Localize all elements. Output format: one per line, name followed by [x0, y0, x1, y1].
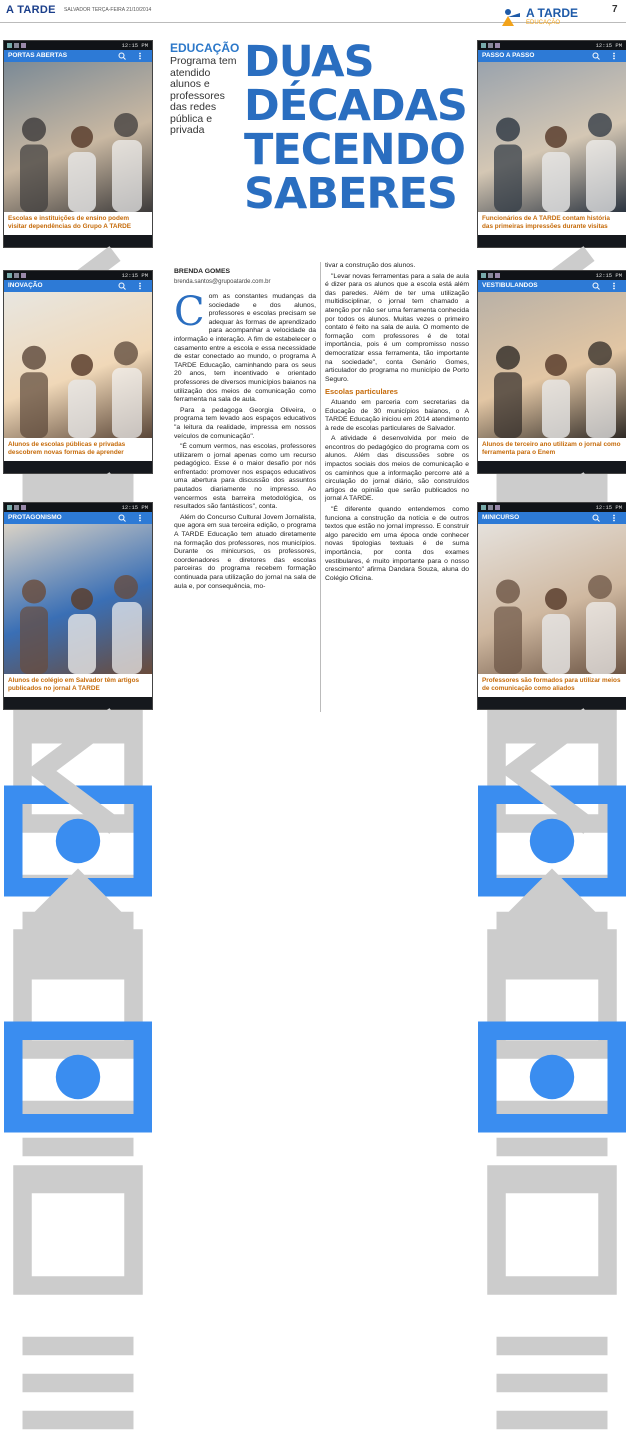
paragraph: om as constantes mudanças da sociedade e dos alunos, professores e escolas precisam se adequar às formas de aprendizado para acompanhar a velocidade da informação e interação. A fim de estabelecer o casamento entre a escola e essa necessidade de estar conectado ao mundo, o programa A TARDE Educação, caminhando para os seus 20 anos, tem incentivado e orientado professores de diversos municípios baianos na utilização dos meios de comunicação como ferramenta na sala de aula. [174, 293, 316, 404]
recent-apps-icon[interactable] [4, 1156, 152, 1304]
article-column-1 [174, 289, 316, 713]
menu-icon[interactable] [4, 1309, 152, 1440]
notification-icons [7, 505, 47, 510]
paragraph: Atuando em parceria com secretarias da Educação de 30 municípios baianos, o A TARDE Educação iniciou em 2014 atendimento à rede de escolas particulares de Salvador. [325, 398, 469, 432]
clock: 12:15 PM [595, 504, 622, 511]
menu-icon[interactable] [478, 1309, 626, 1440]
subheading: Escolas particulares [325, 387, 398, 397]
photo-people [478, 62, 626, 212]
photo-people [478, 292, 626, 438]
paragraph: Para a pedagoga Georgia Oliveira, o programa tem levado aos espaços educativos "a leitura da realidade, impressa em nossos veículos de comunicação". [174, 406, 316, 440]
paragraph: Além do Concurso Cultural Jovem Jornalista, que agora em sua terceira edição, o programa A TARDE Educação tem atuado diretamente na formação dos professores, nos municípios. Durante os minicursos, os professores, coordenadores e diretores das escolas parceiras do programa recebem formação continuada para utilização do jornal na sala de aula e, por consequência, mo- [174, 513, 316, 590]
edition-line: SALVADOR TERÇA-FEIRA 21/10/2014 [64, 7, 152, 13]
app-bar [4, 50, 152, 62]
news-photo [478, 62, 626, 212]
paragraph: tivar a construção dos alunos. [325, 262, 416, 269]
home-icon[interactable] [4, 850, 152, 998]
headline-line: DUAS [244, 37, 374, 87]
column-divider [320, 262, 321, 712]
notification-icons [7, 273, 47, 278]
status-bar [478, 271, 626, 280]
back-icon[interactable] [478, 697, 626, 845]
phone-screenshot [477, 40, 626, 248]
recent-apps-icon[interactable] [478, 1156, 626, 1304]
app-bar-title: PROTAGONISMO [8, 514, 62, 521]
clock: 12:15 PM [121, 504, 148, 511]
more-menu-icon[interactable] [610, 282, 618, 290]
more-menu-icon[interactable] [136, 282, 144, 290]
article-column-2 [325, 262, 469, 712]
back-icon[interactable] [4, 697, 152, 845]
app-bar [4, 512, 152, 524]
headline-line: TECENDO [244, 125, 465, 175]
app-bar-title: PORTAS ABERTAS [8, 52, 68, 59]
clock: 12:15 PM [595, 272, 622, 279]
notification-icons [481, 43, 521, 48]
news-photo [478, 524, 626, 674]
news-photo [4, 524, 152, 674]
phone-screenshot [3, 40, 153, 248]
search-icon[interactable] [592, 514, 600, 522]
photo-caption: Alunos de colégio em Salvador têm artigos publicados no jornal A TARDE [4, 674, 152, 697]
nav-bar [4, 697, 152, 709]
app-bar-title: MINICURSO [482, 514, 520, 521]
photo-caption: Escolas e instituições de ensino podem visitar dependências do Grupo A TARDE [4, 212, 152, 235]
phone-screenshot [3, 502, 153, 710]
search-icon[interactable] [592, 52, 600, 60]
gallery-icon[interactable] [478, 1003, 626, 1151]
status-bar [478, 41, 626, 50]
photo-caption: Alunos de terceiro ano utilizam o jornal como ferramenta para o Enem [478, 438, 626, 461]
logo-subtitle: EDUCAÇÃO [526, 20, 561, 26]
status-bar [4, 271, 152, 280]
headline [244, 37, 467, 219]
clock: 12:15 PM [121, 272, 148, 279]
nav-bar [478, 697, 626, 709]
paragraph: "É diferente quando entendemos como funciona a construção da notícia e de outros textos que estão no jornal impresso. E construir algo parecido em uma época onde conhecer novas tipologias textuais é de suma importância, por conta dos exames vestibulares, é muito importante para o nosso crescimento" afirma Dandara Souza, aluna do Colégio Oficina. [325, 506, 469, 582]
more-menu-icon[interactable] [136, 52, 144, 60]
clock: 12:15 PM [121, 42, 148, 49]
clock: 12:15 PM [595, 42, 622, 49]
more-menu-icon[interactable] [610, 514, 618, 522]
section-kicker: EDUCAÇÃO [170, 41, 240, 55]
more-menu-icon[interactable] [136, 514, 144, 522]
home-icon[interactable] [478, 850, 626, 998]
page-number: 7 [612, 4, 618, 15]
logo-title: A TARDE [526, 6, 578, 20]
status-bar [4, 41, 152, 50]
photo-caption: Alunos de escolas públicas e privadas descobrem novas formas de aprender [4, 438, 152, 461]
notification-icons [7, 43, 47, 48]
deck-text: Programa tem atendido alunos e professores das redes pública e privada [170, 55, 237, 136]
search-icon[interactable] [592, 282, 600, 290]
status-bar [4, 503, 152, 512]
photo-people [4, 292, 152, 438]
reader-figure-icon [500, 8, 522, 28]
search-icon[interactable] [118, 282, 126, 290]
atarde-educacao-logo [500, 6, 590, 32]
app-bar-title: INOVAÇÃO [8, 282, 43, 289]
app-bar-title: VESTIBULANDOS [482, 282, 538, 289]
nav-bar [4, 461, 152, 473]
search-icon[interactable] [118, 52, 126, 60]
more-menu-icon[interactable] [610, 52, 618, 60]
app-bar [478, 280, 626, 292]
photo-caption: Professores são formados para utilizar meios de comunicação como aliados [478, 674, 626, 697]
headline-line: SABERES [244, 169, 457, 219]
paragraph: "Levar novas ferramentas para a sala de aula é dizer para os alunos que a escola está além das paredes. Além de ter uma utilização multidisciplinar, o jornal tem chamado a atenção por não ser uma ferramenta conhecida por todos os alunos. Muitas vezes o primeiro contato é feito na sala de aula. O momento de formação com professores é de total importância, pois é um compromisso nosso democratizar essa ferramenta, tão importante na sociedade", conta Genário Gomes, articulador do programa no município de Porto Seguro. [325, 272, 469, 383]
status-bar [478, 503, 626, 512]
app-bar [478, 50, 626, 62]
masthead: A TARDE [6, 4, 56, 16]
news-photo [4, 62, 152, 212]
nav-bar [478, 235, 626, 247]
paragraph: A atividade é desenvolvida por meio de encontros do pedagógico do programa com os alunos. Além das discussões sobre os impactos sociais dos meios de comunicação e os caminhos que a informação percorre até a circulação do jornal diário, são construídos artigos de opinião que serão publicados no jornal A TARDE. [325, 435, 469, 503]
paragraph: "É comum vermos, nas escolas, professores utilizarem o jornal apenas como um recurso pedagógico. Esse é o maior desafio por nós enfrentado: promover nos espaços educativos uma abertura para discussão dos assuntos pautados diariamente no impresso. Ao vencermos esta barreira metodológica, os resultados são fantásticos", conta. [174, 443, 316, 511]
app-bar [478, 512, 626, 524]
phone-screenshot [477, 502, 626, 710]
phone-screenshot [3, 270, 153, 474]
phone-screenshot [477, 270, 626, 474]
notification-icons [481, 505, 521, 510]
search-icon[interactable] [118, 514, 126, 522]
news-photo [4, 292, 152, 438]
photo-people [4, 524, 152, 674]
news-photo [478, 292, 626, 438]
nav-bar [478, 461, 626, 473]
author-name: BRENDA GOMES [174, 268, 231, 275]
photo-caption: Funcionários de A TARDE contam história das primeiras impressões durante visitas [478, 212, 626, 235]
app-bar-title: PASSO A PASSO [482, 52, 535, 59]
photo-people [478, 524, 626, 674]
author-email: brenda.santos@grupoatarde.com.br [174, 279, 271, 285]
nav-bar [4, 235, 152, 247]
headline-line: DÉCADAS [244, 81, 467, 131]
drop-cap: C [174, 289, 205, 335]
notification-icons [481, 273, 521, 278]
gallery-icon[interactable] [4, 1003, 152, 1151]
app-bar [4, 280, 152, 292]
photo-people [4, 62, 152, 212]
